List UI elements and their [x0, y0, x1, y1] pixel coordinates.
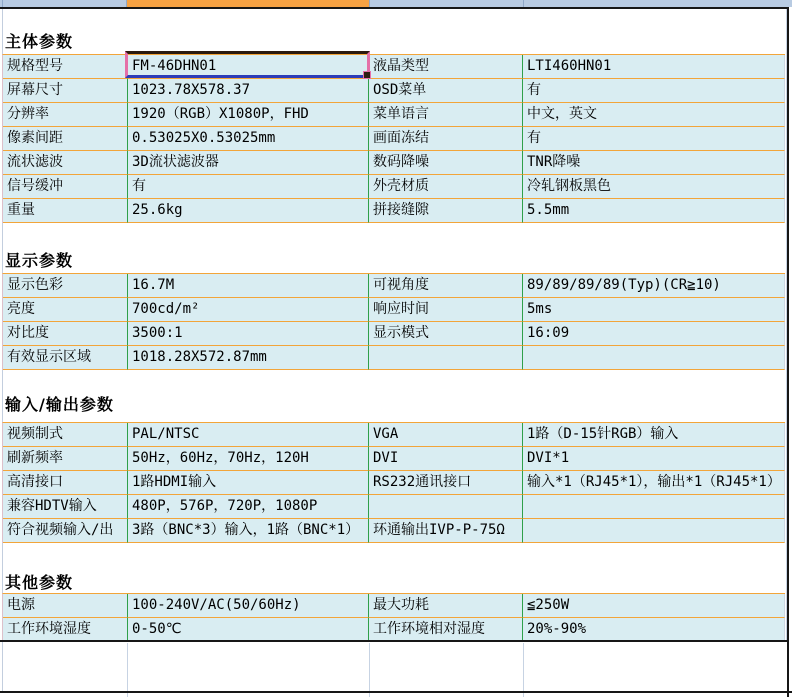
gridline — [523, 643, 524, 697]
cell-label[interactable]: 数码降噪 — [369, 151, 523, 175]
cell-label[interactable]: 工作环境湿度 — [3, 618, 128, 642]
cell-value[interactable]: 0.53025X0.53025mm — [128, 127, 369, 151]
fill-handle[interactable] — [363, 71, 371, 79]
cell-value[interactable]: 有 — [523, 127, 785, 151]
cell-value[interactable]: 50Hz，60Hz，70Hz，120H — [128, 447, 369, 471]
column-divider — [126, 0, 127, 7]
cell-value[interactable]: 100-240V/AC(50/60Hz) — [128, 594, 369, 618]
table-row — [3, 495, 785, 519]
cell-label[interactable]: 响应时间 — [369, 298, 523, 322]
cell-value[interactable]: 3D流状滤波器 — [128, 151, 369, 175]
table-row — [3, 618, 785, 642]
page-break-line-right — [787, 7, 789, 697]
cell-label[interactable]: 重量 — [3, 199, 128, 223]
table-row — [3, 471, 785, 495]
table-row — [3, 519, 785, 543]
section-title-io: 输入/输出参数 — [5, 395, 114, 414]
cell-value[interactable]: 0-50℃ — [128, 618, 369, 642]
page-break-line-bottom2 — [0, 691, 792, 693]
cell-value[interactable]: 1路（D-15针RGB）输入 — [523, 423, 785, 447]
cell-value[interactable]: 5.5mm — [523, 199, 785, 223]
table-row — [3, 55, 785, 79]
column-divider — [2, 0, 3, 7]
cell-value[interactable]: 1920（RGB）X1080P，FHD — [128, 103, 369, 127]
cell-value[interactable]: 1018.28X572.87mm — [128, 346, 369, 370]
cell-label[interactable]: 外壳材质 — [369, 175, 523, 199]
cell-value[interactable]: 25.6kg — [128, 199, 369, 223]
cell-value[interactable]: 5ms — [523, 298, 785, 322]
cell-value[interactable]: ≦250W — [523, 594, 785, 618]
cell-label[interactable]: 屏幕尺寸 — [3, 79, 128, 103]
column-header-a[interactable] — [3, 0, 127, 7]
cell-value[interactable]: PAL/NTSC — [128, 423, 369, 447]
cell-label[interactable]: 工作环境相对湿度 — [369, 618, 523, 642]
cell-value[interactable]: 1路HDMI输入 — [128, 471, 369, 495]
gridline — [127, 643, 128, 697]
spec-table — [2, 54, 785, 223]
cell-label[interactable]: 环通输出IVP-P-75Ω — [369, 519, 523, 543]
spec-table — [2, 273, 785, 370]
cell-value[interactable]: 3500:1 — [128, 322, 369, 346]
table-row — [3, 423, 785, 447]
table-row — [3, 346, 785, 370]
cell-label[interactable]: 视频制式 — [3, 423, 128, 447]
cell-value[interactable]: FM-46DHN01 — [128, 55, 369, 79]
cell-label[interactable]: 亮度 — [3, 298, 128, 322]
cell-label[interactable]: 对比度 — [3, 322, 128, 346]
cell-label[interactable]: 刷新频率 — [3, 447, 128, 471]
cell-value[interactable]: 16:09 — [523, 322, 785, 346]
cell-value[interactable]: 有 — [523, 79, 785, 103]
cell-value[interactable] — [523, 495, 785, 519]
cell-value[interactable]: 20%-90% — [523, 618, 785, 642]
cell-value[interactable]: 冷轧钢板黑色 — [523, 175, 785, 199]
spec-table — [2, 593, 785, 642]
column-header-strip — [0, 0, 792, 7]
table-row — [3, 175, 785, 199]
cell-label[interactable]: 可视角度 — [369, 274, 523, 298]
column-divider — [523, 0, 524, 7]
column-header-d[interactable] — [524, 0, 792, 7]
cell-label[interactable]: VGA — [369, 423, 523, 447]
cell-label[interactable]: 分辨率 — [3, 103, 128, 127]
cell-label[interactable] — [369, 346, 523, 370]
section-title-other: 其他参数 — [5, 573, 74, 592]
cell-value[interactable]: 1023.78X578.37 — [128, 79, 369, 103]
cell-label[interactable]: 像素间距 — [3, 127, 128, 151]
cell-label[interactable]: 兼容HDTV输入 — [3, 495, 128, 519]
cell-label[interactable]: 电源 — [3, 594, 128, 618]
cell-label[interactable]: 显示模式 — [369, 322, 523, 346]
page-break-line-bottom — [0, 640, 789, 642]
cell-label[interactable]: 显示色彩 — [3, 274, 128, 298]
cell-label[interactable]: 有效显示区域 — [3, 346, 128, 370]
column-header-c[interactable] — [370, 0, 523, 7]
cell-label[interactable]: 最大功耗 — [369, 594, 523, 618]
table-row — [3, 447, 785, 471]
cell-value[interactable] — [523, 346, 785, 370]
cell-value[interactable]: 700cd/m² — [128, 298, 369, 322]
table-row — [3, 594, 785, 618]
column-divider — [369, 0, 370, 7]
cell-label[interactable]: RS232通讯接口 — [369, 471, 523, 495]
cell-label[interactable]: 符合视频输入/出 — [3, 519, 128, 543]
section-title-main: 主体参数 — [5, 32, 74, 51]
table-row — [3, 274, 785, 298]
table-row — [3, 151, 785, 175]
cell-value[interactable] — [523, 519, 785, 543]
cell-label[interactable]: 液晶类型 — [369, 55, 523, 79]
cell-value[interactable]: 中文，英文 — [523, 103, 785, 127]
cell-value[interactable]: 3路（BNC*3）输入，1路（BNC*1） — [128, 519, 369, 543]
cell-value[interactable]: TNR降噪 — [523, 151, 785, 175]
table-row — [3, 127, 785, 151]
cell-label[interactable] — [369, 495, 523, 519]
table-row — [3, 103, 785, 127]
cell-value[interactable]: DVI*1 — [523, 447, 785, 471]
cell-value[interactable]: 480P，576P，720P，1080P — [128, 495, 369, 519]
gridline — [369, 643, 370, 697]
cell-label[interactable]: 拼接缝隙 — [369, 199, 523, 223]
cell-value[interactable]: 有 — [128, 175, 369, 199]
table-row — [3, 322, 785, 346]
table-row — [3, 79, 785, 103]
selected-column-header[interactable] — [127, 0, 369, 7]
cell-value[interactable]: LTI460HN01 — [523, 55, 785, 79]
cell-label[interactable]: 规格型号 — [3, 55, 128, 79]
table-row — [3, 199, 785, 223]
section-title-display: 显示参数 — [5, 251, 74, 270]
cell-value[interactable]: 输入*1（RJ45*1），输出*1（RJ45*1） — [523, 471, 785, 495]
spec-table — [2, 422, 785, 543]
cell-label[interactable]: 菜单语言 — [369, 103, 523, 127]
selection-border[interactable] — [125, 51, 370, 78]
cell-label[interactable]: 信号缓冲 — [3, 175, 128, 199]
cell-value[interactable]: 16.7M — [128, 274, 369, 298]
cell-label[interactable]: OSD菜单 — [369, 79, 523, 103]
cell-value[interactable]: 89/89/89/89(Typ)(CR≧10) — [523, 274, 785, 298]
cell-label[interactable]: 高清接口 — [3, 471, 128, 495]
cell-label[interactable]: 画面冻结 — [369, 127, 523, 151]
table-row — [3, 298, 785, 322]
cell-label[interactable]: 流状滤波 — [3, 151, 128, 175]
cell-label[interactable]: DVI — [369, 447, 523, 471]
page-break-line-top — [0, 7, 789, 9]
